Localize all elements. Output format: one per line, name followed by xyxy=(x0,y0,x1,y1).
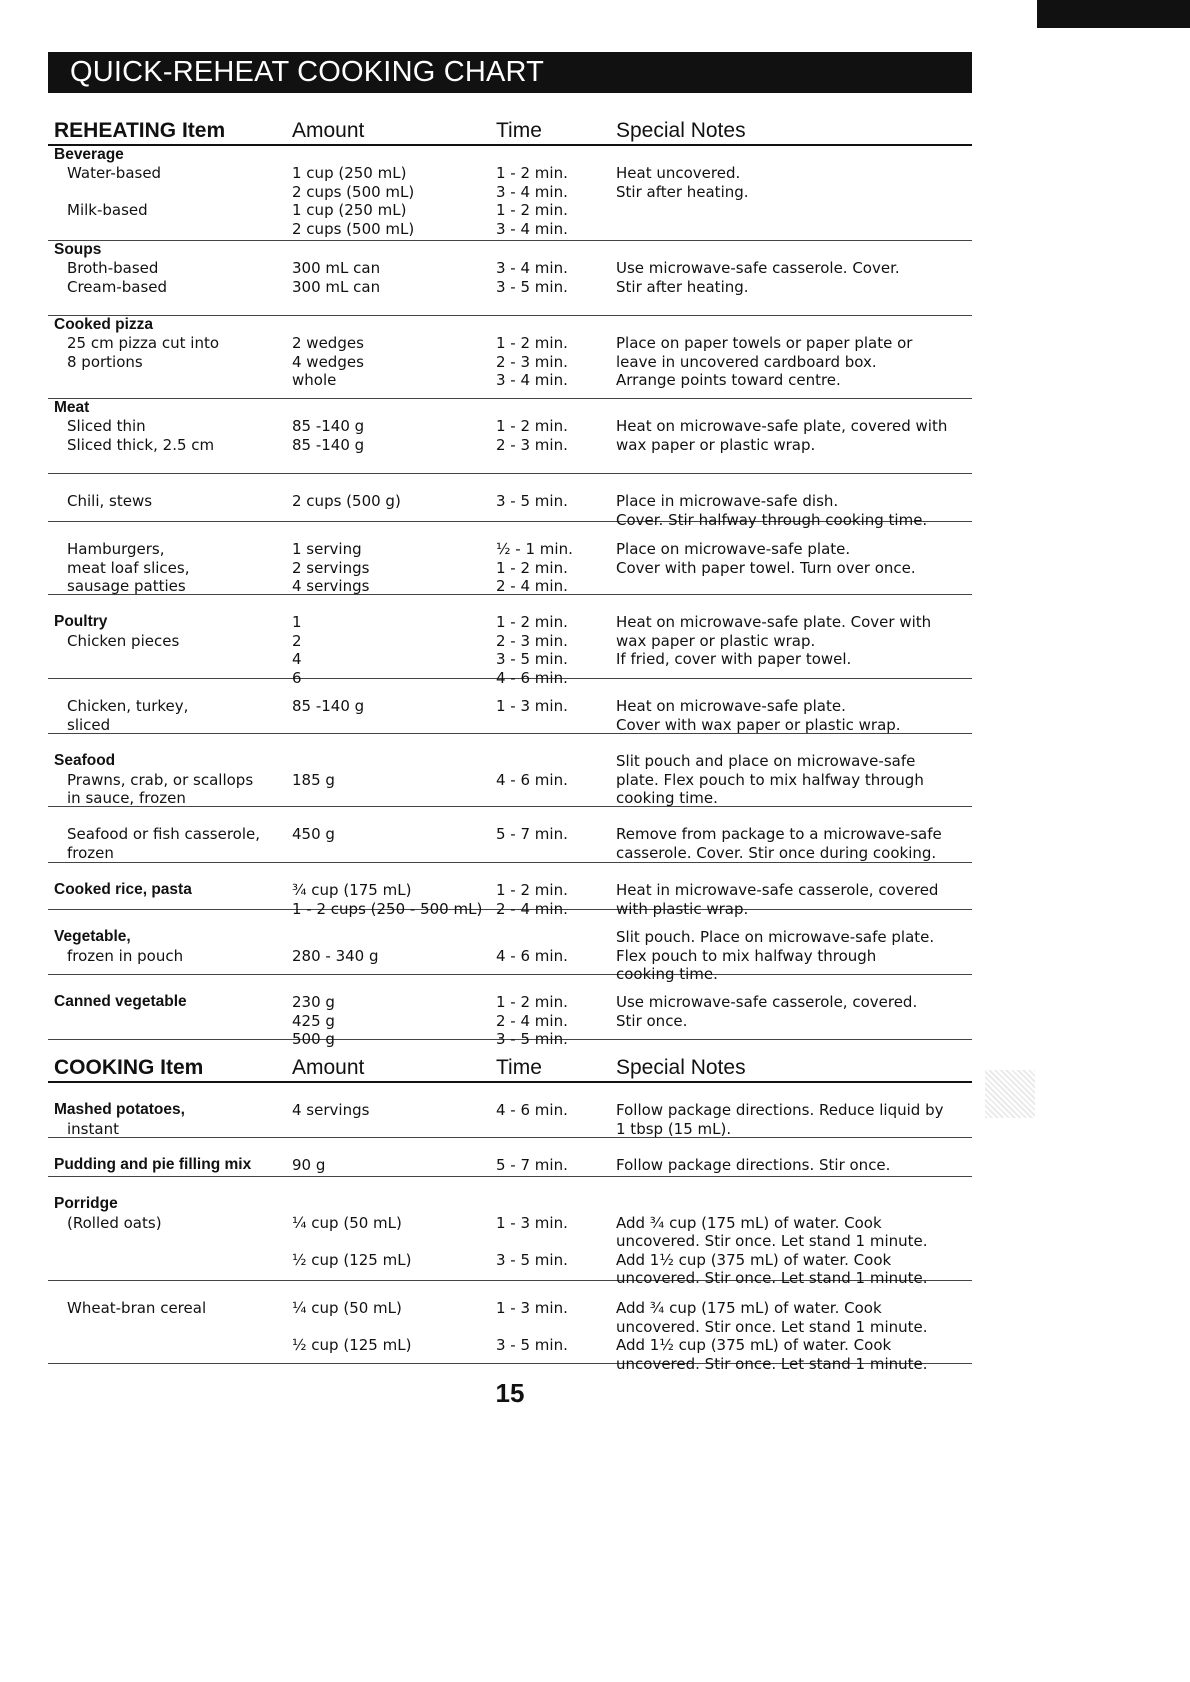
table-row xyxy=(48,316,972,334)
table-row xyxy=(48,1101,972,1119)
reheating-group xyxy=(48,595,972,687)
cooking-header-2: Time xyxy=(496,1056,542,1079)
table-row xyxy=(48,353,972,371)
item-cell: Soups xyxy=(54,241,102,258)
item-cell: Cream-based xyxy=(67,277,168,296)
notes-cell: Heat in microwave-safe casserole, covered xyxy=(616,881,939,900)
notes-cell: wax paper or plastic wrap. xyxy=(616,631,816,650)
corner-tab xyxy=(1037,0,1190,28)
reheating-group xyxy=(48,679,972,734)
time-cell: 1 - 2 min. xyxy=(496,993,568,1012)
table-row xyxy=(48,1138,972,1156)
notes-cell: Heat on microwave-safe plate, covered with xyxy=(616,417,948,436)
table-row xyxy=(48,825,972,843)
time-cell: 1 - 3 min. xyxy=(496,1213,568,1232)
notes-cell: Cover with wax paper or plastic wrap. xyxy=(616,715,901,734)
notes-cell: Flex pouch to mix halfway through xyxy=(616,946,877,965)
item-cell: Water-based xyxy=(67,164,162,183)
item-cell: Porridge xyxy=(54,1195,118,1213)
amount-cell: 85 -140 g xyxy=(292,697,365,716)
cooking-header-row xyxy=(48,1055,972,1083)
item-cell: Seafood xyxy=(54,752,116,770)
time-cell: 3 - 4 min. xyxy=(496,182,568,201)
amount-cell: 425 g xyxy=(292,1011,335,1030)
cooking-table xyxy=(48,1055,972,1373)
amount-cell: 1 cup (250 mL) xyxy=(292,164,407,183)
time-cell: 3 - 4 min. xyxy=(496,219,568,238)
amount-cell: 2 xyxy=(292,631,302,650)
notes-cell: Use microwave-safe casserole. Cover. xyxy=(616,259,900,278)
time-cell: 3 - 4 min. xyxy=(496,371,568,390)
reheating-group xyxy=(48,474,972,529)
table-row xyxy=(48,1281,972,1299)
reheating-header-3: Special Notes xyxy=(616,119,746,142)
amount-cell: ½ cup (125 mL) xyxy=(292,1336,412,1355)
cooking-header-0: COOKING Item xyxy=(54,1056,204,1079)
notes-cell: Stir after heating. xyxy=(616,277,749,296)
table-row xyxy=(48,947,972,965)
item-cell: Canned vegetable xyxy=(54,993,187,1011)
notes-cell: plate. Flex pouch to mix halfway through xyxy=(616,770,924,789)
table-row xyxy=(48,183,972,201)
table-row xyxy=(48,577,972,595)
table-row xyxy=(48,734,972,752)
halftone-mark xyxy=(985,1070,1035,1118)
amount-cell: 230 g xyxy=(292,993,335,1012)
table-row xyxy=(48,1177,972,1195)
notes-cell: Place on microwave-safe plate. xyxy=(616,540,851,559)
cooking-group xyxy=(48,1083,972,1138)
reheating-group xyxy=(48,734,972,807)
reheating-group xyxy=(48,146,972,241)
reheating-group xyxy=(48,807,972,863)
table-row xyxy=(48,863,972,881)
amount-cell: 4 servings xyxy=(292,1101,370,1120)
amount-cell: 450 g xyxy=(292,825,335,844)
table-row xyxy=(48,807,972,825)
table-row xyxy=(48,910,972,928)
item-cell: Poultry xyxy=(54,613,108,631)
amount-cell: ½ cup (125 mL) xyxy=(292,1250,412,1269)
amount-cell: 1 serving xyxy=(292,540,362,559)
reheating-header-0: REHEATING Item xyxy=(54,119,226,142)
item-cell: sausage patties xyxy=(67,577,186,596)
notes-cell: Heat uncovered. xyxy=(616,164,741,183)
table-row xyxy=(48,1336,972,1354)
item-cell: meat loaf slices, xyxy=(67,558,190,577)
time-cell: 1 - 2 min. xyxy=(496,881,568,900)
amount-cell: 2 cups (500 g) xyxy=(292,492,401,511)
time-cell: 2 - 4 min. xyxy=(496,577,568,596)
table-row xyxy=(48,1120,972,1138)
time-cell: 3 - 5 min. xyxy=(496,650,568,669)
table-row xyxy=(48,1195,972,1213)
amount-cell: 2 cups (500 mL) xyxy=(292,219,415,238)
notes-cell: uncovered. Stir once. Let stand 1 minute. xyxy=(616,1268,928,1287)
table-row xyxy=(48,1083,972,1101)
time-cell: 3 - 5 min. xyxy=(496,1250,568,1269)
time-cell: 1 - 3 min. xyxy=(496,1299,568,1318)
notes-cell: wax paper or plastic wrap. xyxy=(616,435,816,454)
item-cell: Milk-based xyxy=(67,201,148,220)
amount-cell: 300 mL can xyxy=(292,259,381,278)
table-row xyxy=(48,241,972,259)
time-cell: 3 - 4 min. xyxy=(496,259,568,278)
table-row xyxy=(48,1299,972,1317)
table-row xyxy=(48,1012,972,1030)
time-cell: 5 - 7 min. xyxy=(496,825,568,844)
notes-cell: Arrange points toward centre. xyxy=(616,371,841,390)
reheating-header-2: Time xyxy=(496,119,542,142)
table-row xyxy=(48,278,972,296)
reheating-header-1: Amount xyxy=(292,119,365,142)
table-row xyxy=(48,697,972,715)
time-cell: 3 - 5 min. xyxy=(496,277,568,296)
time-cell: 1 - 2 min. xyxy=(496,558,568,577)
notes-cell: If fried, cover with paper towel. xyxy=(616,650,852,669)
amount-cell: 90 g xyxy=(292,1156,326,1175)
chart-title: QUICK-REHEAT COOKING CHART xyxy=(48,52,972,93)
reheating-group xyxy=(48,316,972,399)
table-row xyxy=(48,844,972,862)
notes-cell: cooking time. xyxy=(616,789,718,808)
time-cell: 1 - 2 min. xyxy=(496,201,568,220)
table-row xyxy=(48,789,972,807)
item-cell: 8 portions xyxy=(67,352,143,371)
amount-cell: ¾ cup (175 mL) xyxy=(292,881,412,900)
item-cell: Chili, stews xyxy=(67,492,153,511)
amount-cell: 185 g xyxy=(292,770,335,789)
item-cell: frozen xyxy=(67,843,114,862)
item-cell: 25 cm pizza cut into xyxy=(67,334,220,353)
item-cell: instant xyxy=(67,1119,119,1138)
cooking-header-1: Amount xyxy=(292,1056,365,1079)
notes-cell: Add ¾ cup (175 mL) of water. Cook xyxy=(616,1299,882,1318)
time-cell: ½ - 1 min. xyxy=(496,540,573,559)
item-cell: Chicken pieces xyxy=(67,631,180,650)
item-cell: Meat xyxy=(54,399,90,416)
amount-cell: 85 -140 g xyxy=(292,435,365,454)
notes-cell: Use microwave-safe casserole, covered. xyxy=(616,993,918,1012)
notes-cell: Slit pouch and place on microwave-safe xyxy=(616,752,916,771)
time-cell: 3 - 5 min. xyxy=(496,492,568,511)
notes-cell: Stir once. xyxy=(616,1011,688,1030)
table-row xyxy=(48,146,972,164)
item-cell: Prawns, crab, or scallops xyxy=(67,770,254,789)
table-row xyxy=(48,474,972,492)
reheating-group xyxy=(48,241,972,316)
table-row xyxy=(48,371,972,389)
notes-cell: Heat on microwave-safe plate. Cover with xyxy=(616,613,932,632)
notes-cell: Cover with paper towel. Turn over once. xyxy=(616,558,916,577)
table-row xyxy=(48,1318,972,1336)
time-cell: 4 - 6 min. xyxy=(496,668,568,687)
time-cell: 2 - 3 min. xyxy=(496,352,568,371)
item-cell: sliced xyxy=(67,715,111,734)
time-cell: 4 - 6 min. xyxy=(496,770,568,789)
notes-cell: Place on paper towels or paper plate or xyxy=(616,334,913,353)
reheating-header-row xyxy=(48,118,972,146)
item-cell: Cooked pizza xyxy=(54,316,154,333)
item-cell: Vegetable, xyxy=(54,928,131,946)
notes-cell: leave in uncovered cardboard box. xyxy=(616,352,877,371)
table-row xyxy=(48,220,972,238)
reheating-table xyxy=(48,118,972,1049)
notes-cell: 1 tbsp (15 mL). xyxy=(616,1119,732,1138)
table-row xyxy=(48,164,972,182)
table-row xyxy=(48,1214,972,1232)
time-cell: 4 - 6 min. xyxy=(496,1101,568,1120)
time-cell: 3 - 5 min. xyxy=(496,1336,568,1355)
table-row xyxy=(48,399,972,417)
table-row xyxy=(48,613,972,631)
item-cell: Seafood or fish casserole, xyxy=(67,825,260,844)
table-row xyxy=(48,595,972,613)
table-row xyxy=(48,334,972,352)
item-cell: Sliced thin xyxy=(67,417,146,436)
item-cell: in sauce, frozen xyxy=(67,789,186,808)
item-cell: Beverage xyxy=(54,146,124,163)
table-row xyxy=(48,881,972,899)
item-cell: Chicken, turkey, xyxy=(67,697,189,716)
amount-cell: 2 servings xyxy=(292,558,370,577)
table-row xyxy=(48,559,972,577)
notes-cell: Place in microwave-safe dish. xyxy=(616,492,839,511)
amount-cell: 1 cup (250 mL) xyxy=(292,201,407,220)
notes-cell: Follow package directions. Stir once. xyxy=(616,1156,891,1175)
item-cell: Broth-based xyxy=(67,259,159,278)
notes-cell: Follow package directions. Reduce liquid by xyxy=(616,1101,944,1120)
table-row xyxy=(48,522,972,540)
time-cell: 1 - 2 min. xyxy=(496,613,568,632)
table-row xyxy=(48,650,972,668)
table-row xyxy=(48,716,972,734)
amount-cell: 85 -140 g xyxy=(292,417,365,436)
table-row xyxy=(48,928,972,946)
item-cell: Sliced thick, 2.5 cm xyxy=(67,435,215,454)
table-row xyxy=(48,1156,972,1174)
table-row xyxy=(48,201,972,219)
item-cell: Cooked rice, pasta xyxy=(54,881,192,899)
notes-cell: Add 1½ cup (375 mL) of water. Cook xyxy=(616,1336,892,1355)
amount-cell: 1 - 2 cups (250 - 500 mL) xyxy=(292,899,483,918)
item-cell: Wheat-bran cereal xyxy=(67,1299,207,1318)
notes-cell: uncovered. Stir once. Let stand 1 minute. xyxy=(616,1354,928,1373)
notes-cell: uncovered. Stir once. Let stand 1 minute. xyxy=(616,1317,928,1336)
notes-cell: uncovered. Stir once. Let stand 1 minute. xyxy=(616,1232,928,1251)
time-cell: 2 - 3 min. xyxy=(496,631,568,650)
notes-cell: cooking time. xyxy=(616,965,718,984)
table-row xyxy=(48,417,972,435)
time-cell: 2 - 3 min. xyxy=(496,435,568,454)
table-row xyxy=(48,259,972,277)
table-row xyxy=(48,1251,972,1269)
notes-cell: Cover. Stir halfway through cooking time. xyxy=(616,510,928,529)
reheating-group xyxy=(48,910,972,984)
amount-cell: ¼ cup (50 mL) xyxy=(292,1299,402,1318)
notes-cell: Slit pouch. Place on microwave-safe plate. xyxy=(616,928,935,947)
time-cell: 5 - 7 min. xyxy=(496,1156,568,1175)
time-cell: 1 - 2 min. xyxy=(496,417,568,436)
time-cell: 2 - 4 min. xyxy=(496,899,568,918)
table-row xyxy=(48,436,972,454)
table-row xyxy=(48,975,972,993)
amount-cell: 300 mL can xyxy=(292,277,381,296)
amount-cell: 2 cups (500 mL) xyxy=(292,182,415,201)
notes-cell: Remove from package to a microwave-safe xyxy=(616,825,942,844)
table-row xyxy=(48,540,972,558)
cooking-group xyxy=(48,1281,972,1373)
notes-cell: Add 1½ cup (375 mL) of water. Cook xyxy=(616,1250,892,1269)
item-cell: Mashed potatoes, xyxy=(54,1101,185,1119)
table-row xyxy=(48,1232,972,1250)
amount-cell: ¼ cup (50 mL) xyxy=(292,1213,402,1232)
table-row xyxy=(48,679,972,697)
cooking-group xyxy=(48,1138,972,1177)
amount-cell: 1 xyxy=(292,613,302,632)
notes-cell: casserole. Cover. Stir once during cooking. xyxy=(616,843,937,862)
item-cell: frozen in pouch xyxy=(67,946,184,965)
table-row xyxy=(48,752,972,770)
reheating-group xyxy=(48,863,972,918)
amount-cell: 500 g xyxy=(292,1030,335,1049)
notes-cell: Add ¾ cup (175 mL) of water. Cook xyxy=(616,1213,882,1232)
reheating-group xyxy=(48,522,972,595)
amount-cell: 280 - 340 g xyxy=(292,946,379,965)
cooking-header-3: Special Notes xyxy=(616,1056,746,1079)
table-row xyxy=(48,771,972,789)
notes-cell: Heat on microwave-safe plate. xyxy=(616,697,846,716)
table-row xyxy=(48,1030,972,1048)
table-row xyxy=(48,993,972,1011)
time-cell: 2 - 4 min. xyxy=(496,1011,568,1030)
item-cell: Pudding and pie filling mix xyxy=(54,1156,252,1174)
amount-cell: whole xyxy=(292,371,337,390)
cooking-group xyxy=(48,1177,972,1287)
time-cell: 3 - 5 min. xyxy=(496,1030,568,1049)
notes-cell: Stir after heating. xyxy=(616,182,749,201)
item-cell: Hamburgers, xyxy=(67,540,165,559)
page-number: 15 xyxy=(495,1378,525,1408)
amount-cell: 4 xyxy=(292,650,302,669)
amount-cell: 4 servings xyxy=(292,577,370,596)
time-cell: 1 - 3 min. xyxy=(496,697,568,716)
item-cell: (Rolled oats) xyxy=(67,1213,162,1232)
amount-cell: 6 xyxy=(292,668,302,687)
amount-cell: 2 wedges xyxy=(292,334,364,353)
reheating-group xyxy=(48,399,972,474)
table-row xyxy=(48,632,972,650)
time-cell: 1 - 2 min. xyxy=(496,334,568,353)
table-row xyxy=(48,492,972,510)
reheating-group xyxy=(48,975,972,1049)
amount-cell: 4 wedges xyxy=(292,352,364,371)
table-row xyxy=(48,1355,972,1373)
notes-cell: with plastic wrap. xyxy=(616,899,749,918)
time-cell: 1 - 2 min. xyxy=(496,164,568,183)
time-cell: 4 - 6 min. xyxy=(496,946,568,965)
